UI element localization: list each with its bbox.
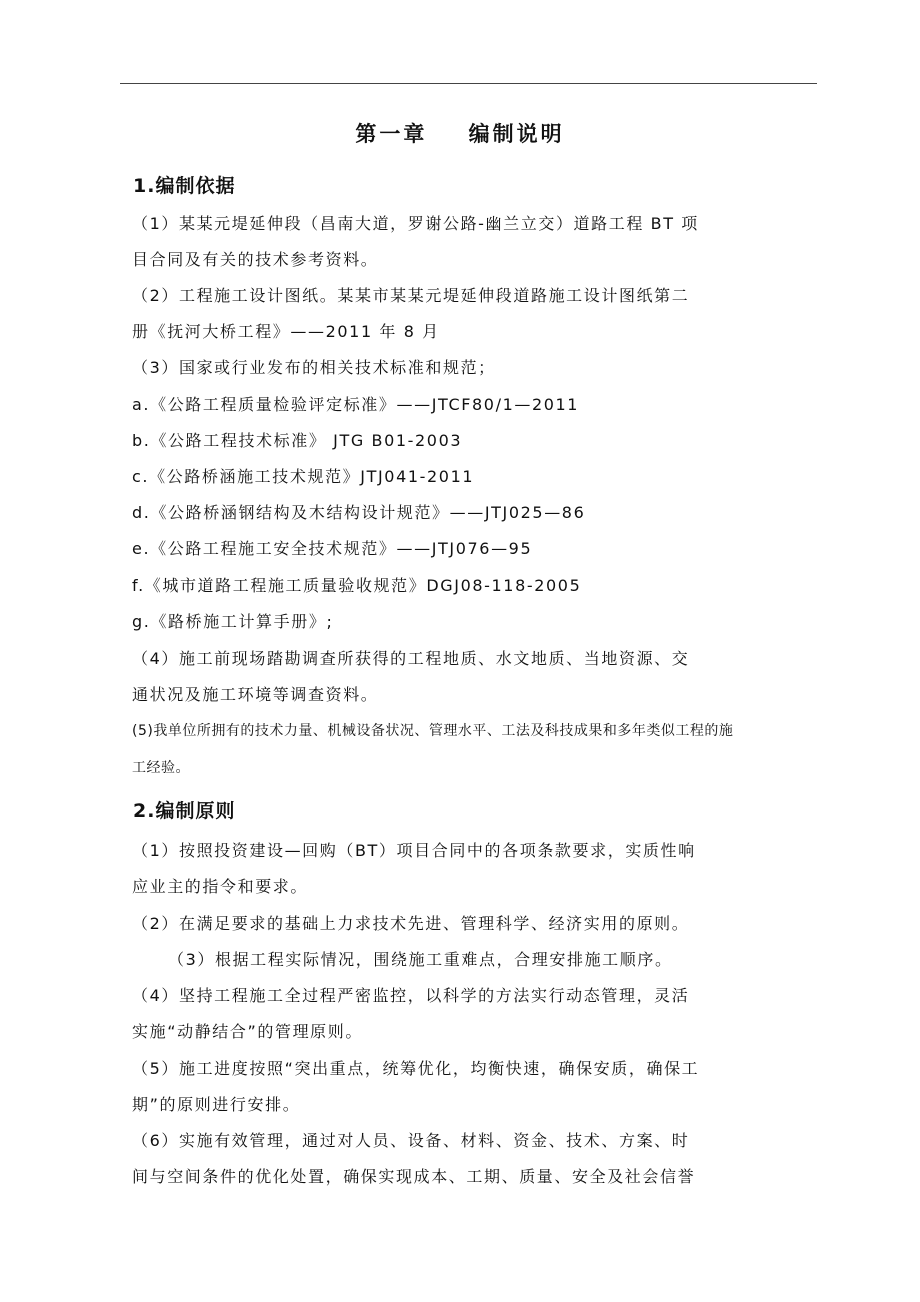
standard-a: a.《公路工程质量检验评定标准》——JTCF80/1—2011 <box>132 395 580 414</box>
principle-line-8: 期”的原则进行安排。 <box>132 1095 301 1114</box>
principle-line-1: （1）按照投资建设—回购（BT）项目合同中的各项条款要求，实质性响 <box>132 841 696 860</box>
basis-line-1: （1）某某元堤延伸段（昌南大道，罗谢公路-幽兰立交）道路工程 BT 项 <box>132 214 699 233</box>
principle-line-7: （5）施工进度按照“突出重点，统筹优化，均衡快速，确保安质，确保工 <box>132 1059 700 1078</box>
principle-line-3: （2）在满足要求的基础上力求技术先进、管理科学、经济实用的原则。 <box>132 914 690 933</box>
header-rule <box>120 83 817 84</box>
basis-line-4: 册《抚河大桥工程》——2011 年 8 月 <box>132 322 440 341</box>
principle-line-4: （3）根据工程实际情况，围绕施工重难点，合理安排施工顺序。 <box>168 950 673 969</box>
standard-e: e.《公路工程施工安全技术规范》——JTJ076—95 <box>132 539 533 558</box>
basis-line-5: （3）国家或行业发布的相关技术标准和规范； <box>132 358 496 377</box>
basis-line-3: （2）工程施工设计图纸。某某市某某元堤延伸段道路施工设计图纸第二 <box>132 286 690 305</box>
basis-line-15: (5)我单位所拥有的技术力量、机械设备状况、管理水平、工法及科技成果和多年类似工程的施 <box>132 723 734 739</box>
principle-line-6: 实施“动静结合”的管理原则。 <box>132 1022 363 1041</box>
section-heading-basis: 1.编制依据 <box>133 175 236 197</box>
basis-line-13: （4）施工前现场踏勘调查所获得的工程地质、水文地质、当地资源、交 <box>132 649 690 668</box>
chapter-title: 第一章 编制说明 <box>355 122 565 146</box>
basis-line-16: 工经验。 <box>132 760 190 776</box>
principle-line-2: 应业主的指令和要求。 <box>132 877 309 896</box>
principle-line-10: 间与空间条件的优化处置，确保实现成本、工期、质量、安全及社会信誉 <box>132 1167 696 1186</box>
standard-b: b.《公路工程技术标准》 JTG B01-2003 <box>132 431 463 450</box>
standard-c: c.《公路桥涵施工技术规范》JTJ041-2011 <box>132 467 475 486</box>
basis-line-2: 目合同及有关的技术参考资料。 <box>132 250 379 269</box>
basis-line-14: 通状况及施工环境等调查资料。 <box>132 685 379 704</box>
standard-d: d.《公路桥涵钢结构及木结构设计规范》——JTJ025—86 <box>132 503 586 522</box>
principle-line-5: （4）坚持工程施工全过程严密监控，以科学的方法实行动态管理，灵活 <box>132 986 690 1005</box>
standard-g: g.《路桥施工计算手册》; <box>132 612 334 631</box>
principle-line-9: （6）实施有效管理，通过对人员、设备、材料、资金、技术、方案、时 <box>132 1131 690 1150</box>
section-heading-principles: 2.编制原则 <box>133 800 236 822</box>
standard-f: f.《城市道路工程施工质量验收规范》DGJ08-118-2005 <box>132 576 582 595</box>
